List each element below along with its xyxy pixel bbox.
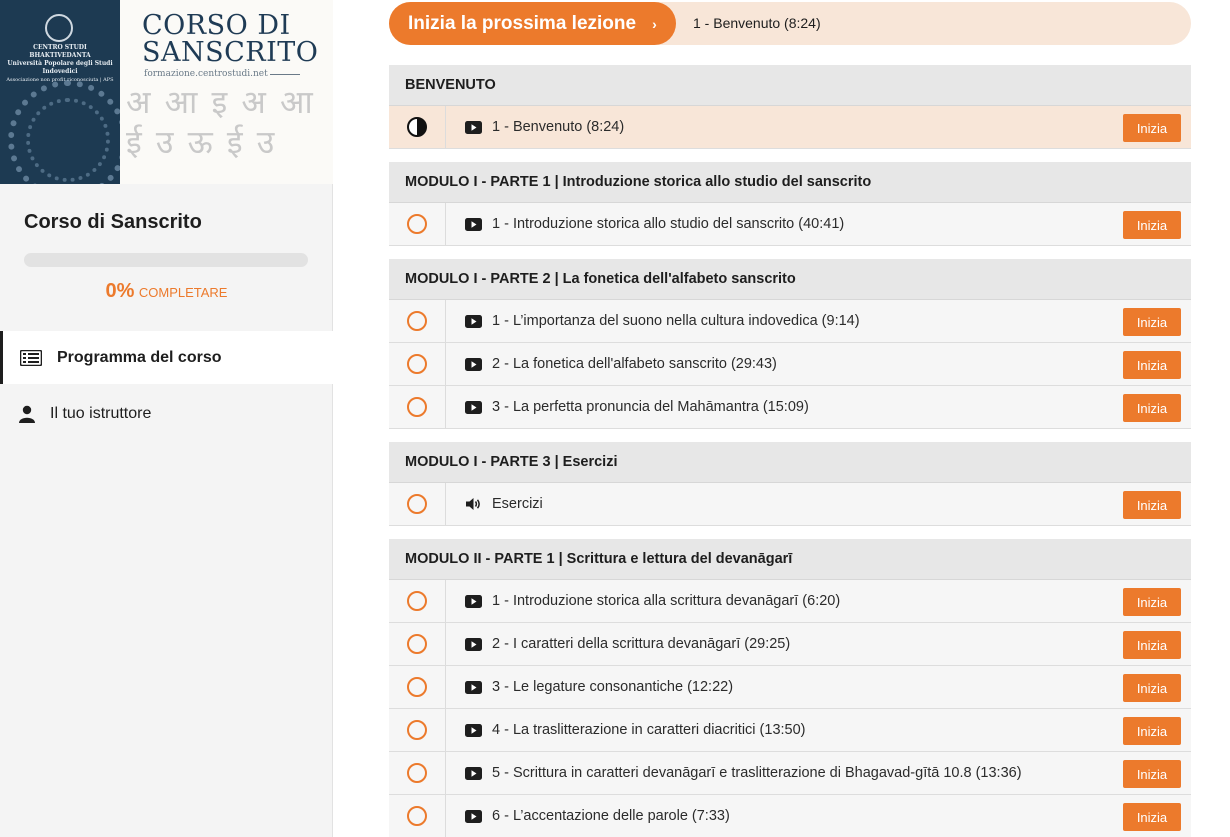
lesson-status (389, 709, 446, 751)
section-header: MODULO I - PARTE 1 | Introduzione storica allo studio del sanscrito (389, 162, 1191, 203)
section-spacer (389, 246, 1191, 259)
seal-icon (45, 14, 73, 42)
lesson-row[interactable] (389, 483, 1191, 526)
lesson-status (389, 666, 446, 708)
banner-org-line: Università Popolare degli Studi Indovedici (7, 60, 113, 75)
sidebar (0, 0, 333, 837)
lesson-title[interactable]: 1 - Introduzione storica alla scrittura devanāgarī (6:20) (492, 593, 841, 609)
circle-icon (407, 311, 427, 331)
section-spacer (389, 429, 1191, 442)
start-lesson-button[interactable]: Inizia (1123, 803, 1181, 831)
circle-icon (407, 677, 427, 697)
audio-icon (465, 497, 482, 511)
next-lesson-bar (389, 2, 1191, 45)
start-lesson-button[interactable]: Inizia (1123, 760, 1181, 788)
lesson-status (389, 795, 446, 837)
lesson-status (389, 343, 446, 385)
video-icon (465, 400, 482, 414)
lesson-row[interactable] (389, 752, 1191, 795)
lesson-status (389, 203, 446, 245)
start-lesson-button[interactable]: Inizia (1123, 351, 1181, 379)
banner-divider (270, 74, 300, 75)
lesson-status (389, 580, 446, 622)
banner-url: formazione.centrostudi.net (144, 69, 268, 79)
circle-icon (407, 806, 427, 826)
lesson-row[interactable] (389, 709, 1191, 752)
banner-org-line: Associazione non profit riconosciuta | APS (6, 77, 114, 83)
video-icon (465, 217, 482, 231)
course-curriculum (334, 0, 1230, 837)
video-icon (465, 120, 482, 134)
lesson-row[interactable] (389, 580, 1191, 623)
lesson-status (389, 300, 446, 342)
start-lesson-button[interactable]: Inizia (1123, 674, 1181, 702)
progress-percent: 0% (105, 280, 135, 302)
course-title: Corso di Sanscrito (24, 211, 202, 233)
banner-title (142, 12, 318, 66)
video-icon (465, 637, 482, 651)
video-icon (465, 809, 482, 823)
circle-icon (407, 591, 427, 611)
lesson-row[interactable] (389, 300, 1191, 343)
start-lesson-button[interactable]: Inizia (1123, 211, 1181, 239)
lesson-title[interactable]: 2 - La fonetica dell'alfabeto sanscrito (29:43) (492, 356, 777, 372)
section-header: MODULO I - PARTE 2 | La fonetica dell'alfabeto sanscrito (389, 259, 1191, 300)
course-banner-image (0, 0, 333, 184)
lesson-title[interactable]: 1 - Introduzione storica allo studio del sanscrito (40:41) (492, 216, 845, 232)
half-circle-icon (407, 117, 427, 137)
start-lesson-button[interactable]: Inizia (1123, 588, 1181, 616)
lesson-row[interactable] (389, 623, 1191, 666)
start-lesson-button[interactable]: Inizia (1123, 394, 1181, 422)
video-icon (465, 723, 482, 737)
lesson-row[interactable] (389, 203, 1191, 246)
nav-item-label: Programma del corso (57, 348, 222, 366)
lesson-row[interactable] (389, 666, 1191, 709)
decorative-ring (26, 98, 110, 182)
progress-label: COMPLETARE (138, 285, 228, 300)
next-lesson-button-label: Inizia la prossima lezione (408, 12, 637, 34)
banner-org-text (4, 44, 116, 84)
list-icon (20, 349, 42, 367)
lesson-title[interactable]: 3 - La perfetta pronuncia del Mahāmantra (15:09) (492, 399, 809, 415)
banner-org-line: CENTRO STUDI BHAKTIVEDANTA (29, 44, 91, 59)
banner-devanagari-glyphs: अ आ इ अ आ ई उ ऊ ई उ (126, 83, 315, 161)
lesson-title[interactable]: 2 - I caratteri della scrittura devanāgarī (29:25) (492, 636, 791, 652)
nav-item-label: Il tuo istruttore (50, 404, 152, 422)
circle-icon (407, 634, 427, 654)
video-icon (465, 357, 482, 371)
section-header: MODULO I - PARTE 3 | Esercizi (389, 442, 1191, 483)
lesson-title[interactable]: 3 - Le legature consonantiche (12:22) (492, 679, 734, 695)
banner-logo-panel (0, 0, 120, 184)
lesson-row[interactable] (389, 386, 1191, 429)
lesson-title[interactable]: Esercizi (492, 496, 543, 512)
video-icon (465, 594, 482, 608)
start-lesson-button[interactable]: Inizia (1123, 114, 1181, 142)
lesson-title[interactable]: 6 - L’accentazione delle parole (7:33) (492, 808, 730, 824)
next-lesson-button[interactable] (389, 2, 676, 45)
lesson-status (389, 386, 446, 428)
lesson-title[interactable]: 1 - L’importanza del suono nella cultura indovedica (9:14) (492, 313, 860, 329)
user-icon (16, 405, 38, 423)
nav-item-course-curriculum[interactable] (0, 331, 333, 384)
video-icon (465, 680, 482, 694)
section-header: BENVENUTO (389, 65, 1191, 106)
lesson-title[interactable]: 1 - Benvenuto (8:24) (492, 119, 625, 135)
circle-icon (407, 763, 427, 783)
video-icon (465, 766, 482, 780)
start-lesson-button[interactable]: Inizia (1123, 631, 1181, 659)
lesson-status (389, 483, 446, 525)
banner-title-panel (120, 0, 333, 184)
circle-icon (407, 494, 427, 514)
start-lesson-button[interactable]: Inizia (1123, 717, 1181, 745)
section-spacer (389, 526, 1191, 539)
lesson-row[interactable] (389, 106, 1191, 149)
section-spacer (389, 149, 1191, 162)
lesson-row[interactable] (389, 343, 1191, 386)
circle-icon (407, 720, 427, 740)
banner-title-line: CORSO DI (142, 10, 291, 41)
lesson-row[interactable] (389, 795, 1191, 837)
circle-icon (407, 397, 427, 417)
progress-text (0, 280, 333, 303)
lesson-status (389, 106, 446, 148)
chevron-right-icon: › (652, 15, 657, 32)
video-icon (465, 314, 482, 328)
start-lesson-button[interactable]: Inizia (1123, 491, 1181, 519)
start-lesson-button[interactable]: Inizia (1123, 308, 1181, 336)
next-lesson-title: 1 - Benvenuto (8:24) (693, 15, 821, 31)
lesson-status (389, 623, 446, 665)
lesson-list (389, 65, 1191, 837)
nav-item-instructor[interactable] (0, 387, 333, 440)
circle-icon (407, 214, 427, 234)
banner-title-line: SANSCRITO (142, 37, 319, 68)
lesson-title[interactable]: 4 - La traslitterazione in caratteri diacritici (13:50) (492, 722, 806, 738)
lesson-title[interactable]: 5 - Scrittura in caratteri devanāgarī e traslitterazione di Bhagavad-gītā 10.8 (13:36) (492, 765, 1022, 781)
progress-bar (24, 253, 308, 267)
section-header: MODULO II - PARTE 1 | Scrittura e lettura del devanāgarī (389, 539, 1191, 580)
circle-icon (407, 354, 427, 374)
lesson-status (389, 752, 446, 794)
